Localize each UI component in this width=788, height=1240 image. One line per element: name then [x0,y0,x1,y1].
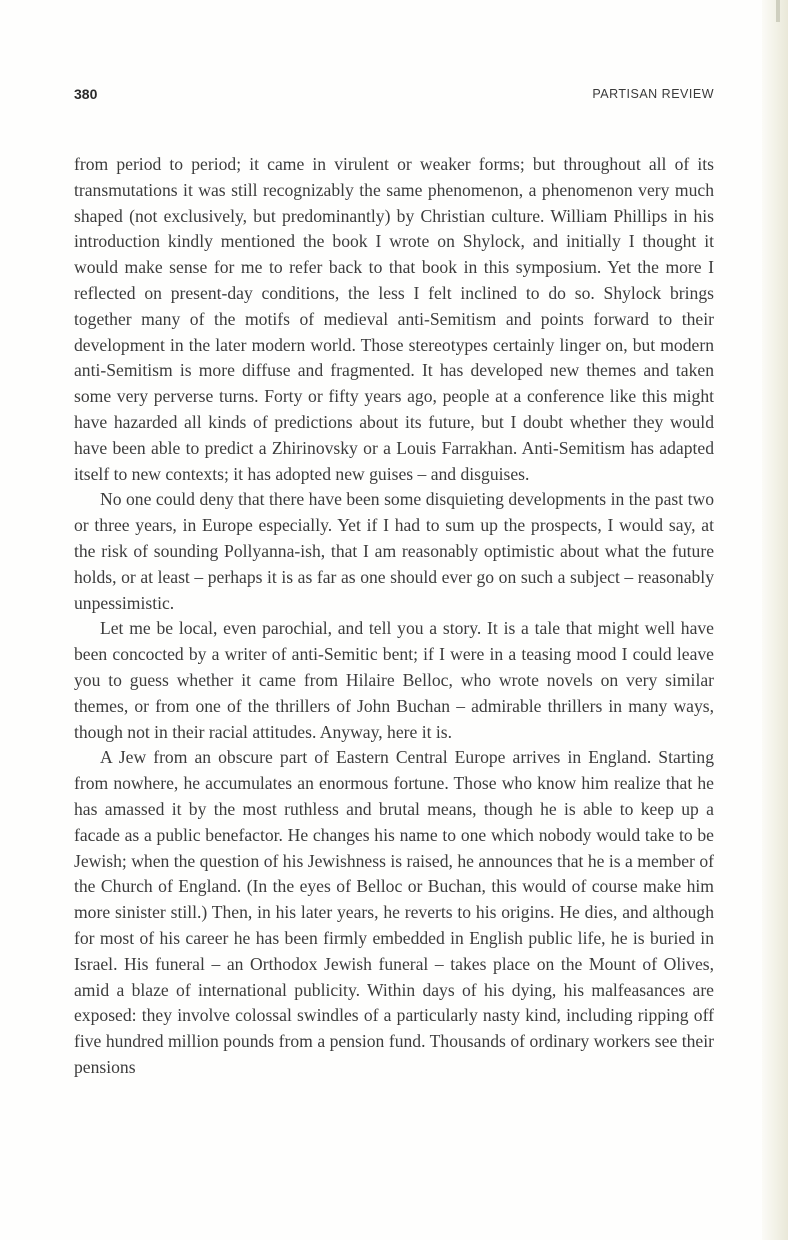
running-header [74,86,714,108]
page-number: 380 [74,86,98,102]
binding-mark [776,0,780,22]
paragraph-4: A Jew from an obscure part of Eastern Central Europe arrives in England. Starting from nowhere, he accumulates an enormous fortune. Those who know him realize that he has amassed it by the most ruthless and brutal means, though he is able to keep up a facade as a public benefactor. He changes his name to one which nobody would take to be Jewish; when the question of his Jewishness is raised, he announces that he is a member of the Church of England. (In the eyes of Belloc or Buchan, this would of course make him more sinister still.) Then, in his later years, he reverts to his origins. He dies, and although for most of his career he has been firmly embedded in English public life, he is buried in Israel. His funeral – an Orthodox Jewish funeral – takes place on the Mount of Olives, amid a blaze of international publicity. Within days of his dying, his malfeasances are exposed: they involve colossal swindles of a particularly nasty kind, including ripping off five hundred million pounds from a pension fund. Thousands of ordinary workers see their pensions [74,747,714,1077]
page-gutter-shadow [762,0,788,1240]
paragraph-3: Let me be local, even parochial, and tell you a story. It is a tale that might well have been concocted by a writer of anti-Semitic bent; if I were in a teasing mood I could leave you to guess whether it came from Hilaire Belloc, who wrote novels on very similar themes, or from one of the thrillers of John Buchan – admirable thrillers in many ways, though not in their racial attitudes. Anyway, here it is. [74,618,714,742]
paragraph-1: from period to period; it came in virulent or weaker forms; but throughout all of its transmutations it was still recognizably the same phenomenon, a phenomenon very much shaped (not exclusively, but predominantly) by Christian culture. William Phillips in his introduction kindly mentioned the book I wrote on Shylock, and initially I thought it would make sense for me to refer back to that book in this symposium. Yet the more I reflected on present-day conditions, the less I felt inclined to do so. Shylock brings together many of the motifs of medieval anti-Semitism and points forward to their development in the later modern world. Those stereotypes certainly linger on, but modern anti-Semitism is more diffuse and fragmented. It has developed new themes and taken some very perverse turns. Forty or fifty years ago, people at a conference like this might have hazarded all kinds of predictions about its future, but I doubt whether they would have been able to predict a Zhirinovsky or a Louis Farrakhan. Anti-Semitism has adapted itself to new contexts; it has adopted new guises – and disguises. [74,154,714,484]
journal-title: PARTISAN REVIEW [592,87,714,101]
paragraph-2: No one could deny that there have been some disquieting developments in the past two or three years, in Europe especially. Yet if I had to sum up the prospects, I would say, at the risk of sounding Pollyanna-ish, that I am reasonably optimistic about what the future holds, or at least – perhaps it is as far as one should ever go on such a subject – reasonably unpessimistic. [74,489,714,613]
article-body [74,152,714,1081]
